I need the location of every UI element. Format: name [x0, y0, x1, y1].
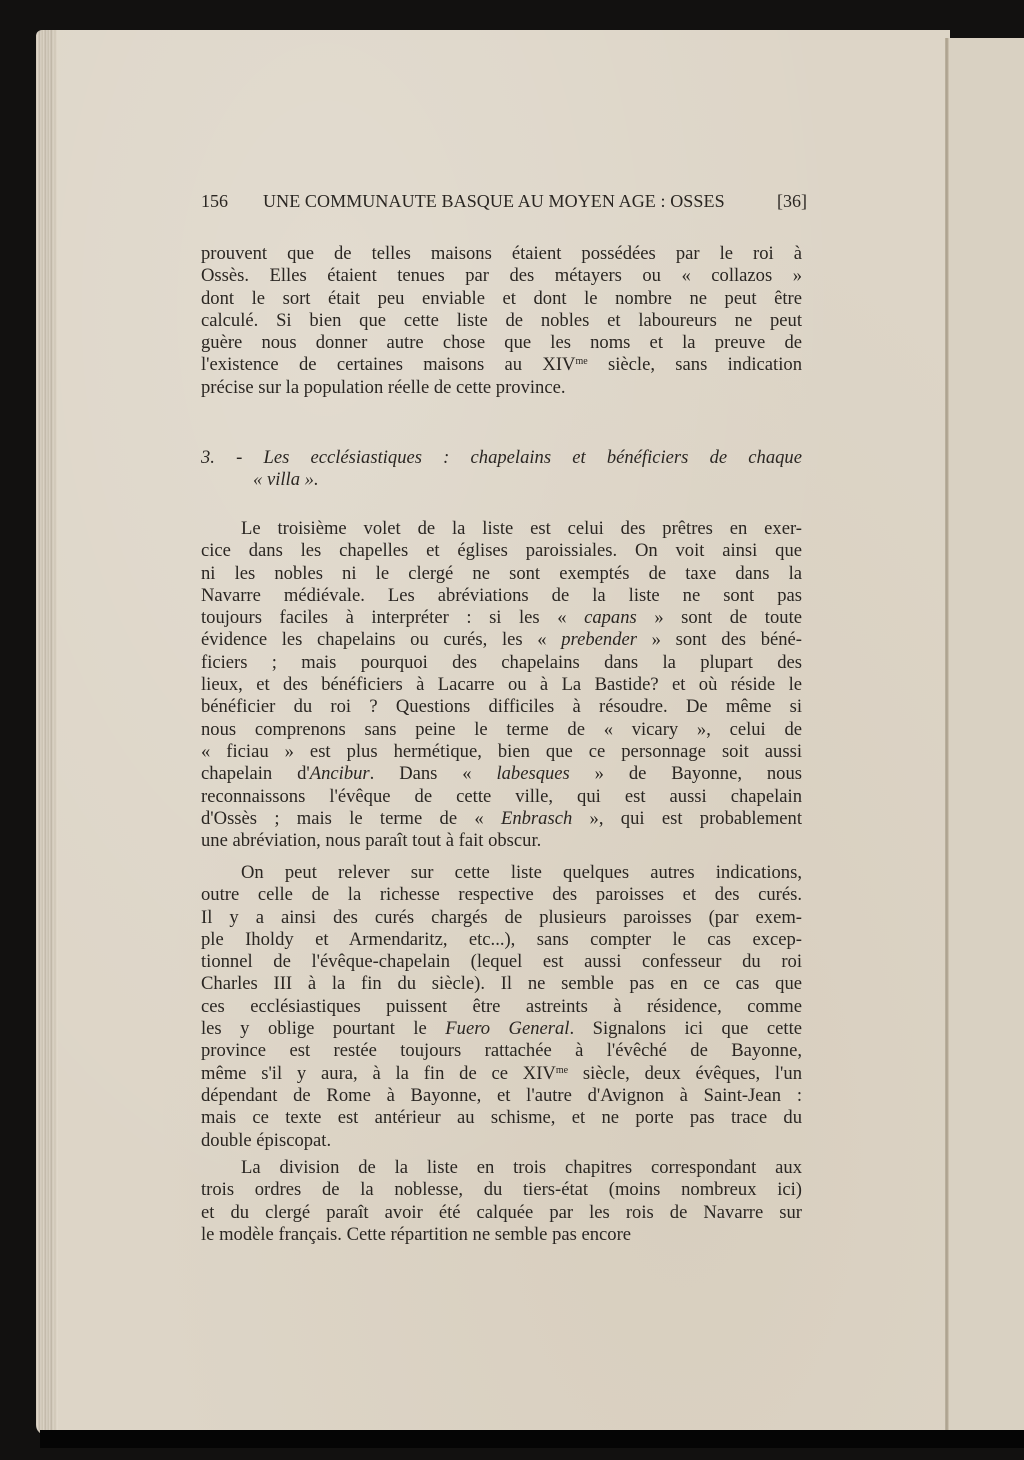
running-head-bracket-number: [36]: [777, 191, 807, 211]
text-line: les y oblige pourtant le Fuero General. Signalons ici que cette: [201, 1018, 802, 1040]
italic-term: Fuero General: [445, 1018, 570, 1040]
page-bottom-shadow: [40, 1430, 1024, 1448]
text-line: dont le sort était peu enviable et dont le nombre ne peut être: [201, 287, 802, 309]
text-line: outre celle de la richesse respective des paroisses et des curés.: [201, 884, 802, 906]
text-line: l'existence de certaines maisons au $XIV^{me}$ siècle, sans indication: [201, 354, 802, 376]
paragraph-2: [201, 518, 802, 852]
running-head: [201, 191, 807, 212]
text-line: Ossès. Elles étaient tenues par des métayers ou « collazos »: [201, 265, 802, 287]
text-line: province est restée toujours rattachée à l'évêché de Bayonne,: [201, 1040, 802, 1062]
superscript: me: [575, 356, 588, 368]
text-line: toujours faciles à interpréter : si les « capans » sont de toute: [201, 607, 802, 629]
text-line: double épiscopat.: [201, 1129, 332, 1151]
text-line: ces ecclésiastiques puissent être astreints à résidence, comme: [201, 995, 802, 1017]
italic-term: prebender: [561, 629, 637, 651]
text-line: le modèle français. Cette répartition ne semble pas encore: [201, 1223, 632, 1245]
text-line: guère nous donner autre chose que les noms et la preuve de: [201, 332, 802, 354]
text-line: une abréviation, nous paraît tout à fait obscur.: [201, 830, 542, 852]
text-line: On peut relever sur cette liste quelques autres indications,: [241, 862, 802, 883]
section-heading-line-2: « villa ».: [253, 469, 319, 491]
text-line: dépendant de Rome à Bayonne, et l'autre d'Avignon à Saint-Jean :: [201, 1084, 802, 1106]
text-line: « ficiau » est plus hermétique, bien que ce personnage soit aussi: [201, 740, 802, 762]
text-line: d'Ossès ; mais le terme de « Enbrasch », qui est probablement: [201, 807, 803, 829]
paragraph-3: [201, 862, 802, 1152]
text-line: Navarre médiévale. Les abréviations de la liste ne sont pas: [201, 584, 802, 606]
text-line: précise sur la population réelle de cette province.: [201, 376, 566, 398]
text-line: ple Iholdy et Armendaritz, etc...), sans compter le cas excep-: [201, 928, 802, 950]
text-line: nous comprenons sans peine le terme de « vicary », celui de: [201, 718, 802, 740]
text-line: ficiers ; mais pourquoi des chapelains dans la plupart des: [201, 651, 802, 673]
section-heading: [201, 447, 802, 492]
text-line: chapelain d'Ancibur. Dans « labesques » de Bayonne, nous: [201, 763, 803, 785]
text-line: reconnaissons l'évêque de cette ville, qui est aussi chapelain: [201, 785, 802, 807]
text-line: calculé. Si bien que cette liste de nobles et laboureurs ne peut: [201, 309, 802, 331]
text-line: lieux, et des bénéficiers à Lacarre ou à La Bastide? et où réside le: [201, 674, 802, 696]
text-line: bénéficier du roi ? Questions difficiles à résoudre. De même si: [201, 696, 802, 718]
text-line: cice dans les chapelles et églises paroissiales. On voit ainsi que: [201, 540, 802, 562]
italic-term: Ancibur: [309, 763, 370, 785]
section-heading-line-1: 3. - Les ecclésiastiques : chapelains et bénéficiers de chaque: [201, 447, 802, 468]
italic-term: labesques: [496, 763, 570, 785]
text-line: même s'il y aura, à la fin de ce $XIV^{me}$ siècle, deux évêques, l'un: [201, 1062, 802, 1084]
text-line: évidence les chapelains ou curés, les « prebender » sont des béné-: [201, 629, 802, 651]
superscript: me: [555, 1064, 569, 1076]
italic-term: Enbrasch: [500, 807, 573, 829]
text-line: tionnel de l'évêque-chapelain (lequel est aussi confesseur du roi: [201, 951, 802, 973]
paragraph-4: [201, 1157, 802, 1246]
text-line: Charles III à la fin du siècle). Il ne semble pas en ce cas que: [201, 973, 802, 995]
text-line: mais ce texte est antérieur au schisme, et ne porte pas trace du: [201, 1107, 802, 1129]
text-line: La division de la liste en trois chapitres correspondant aux: [241, 1157, 802, 1178]
text-line: prouvent que de telles maisons étaient possédées par le roi à: [201, 243, 802, 264]
text-line: ni les nobles ni le clergé ne sont exemptés de taxe dans la: [201, 562, 802, 584]
page-number: 156: [201, 191, 228, 211]
text-line: Le troisième volet de la liste est celui des prêtres en exer-: [241, 518, 802, 539]
running-head-title: UNE COMMUNAUTE BASQUE AU MOYEN AGE : OSSES: [263, 191, 725, 211]
italic-term: capans: [584, 607, 637, 629]
text-line: et du clergé paraît avoir été calquée par les rois de Navarre sur: [201, 1201, 802, 1223]
paragraph-1: [201, 243, 802, 399]
facing-page-edge: [949, 38, 1024, 1430]
text-line: Il y a ainsi des curés chargés de plusieurs paroisses (par exem-: [201, 906, 802, 928]
text-line: trois ordres de la noblesse, du tiers-état (moins nombreux ici): [201, 1179, 802, 1201]
